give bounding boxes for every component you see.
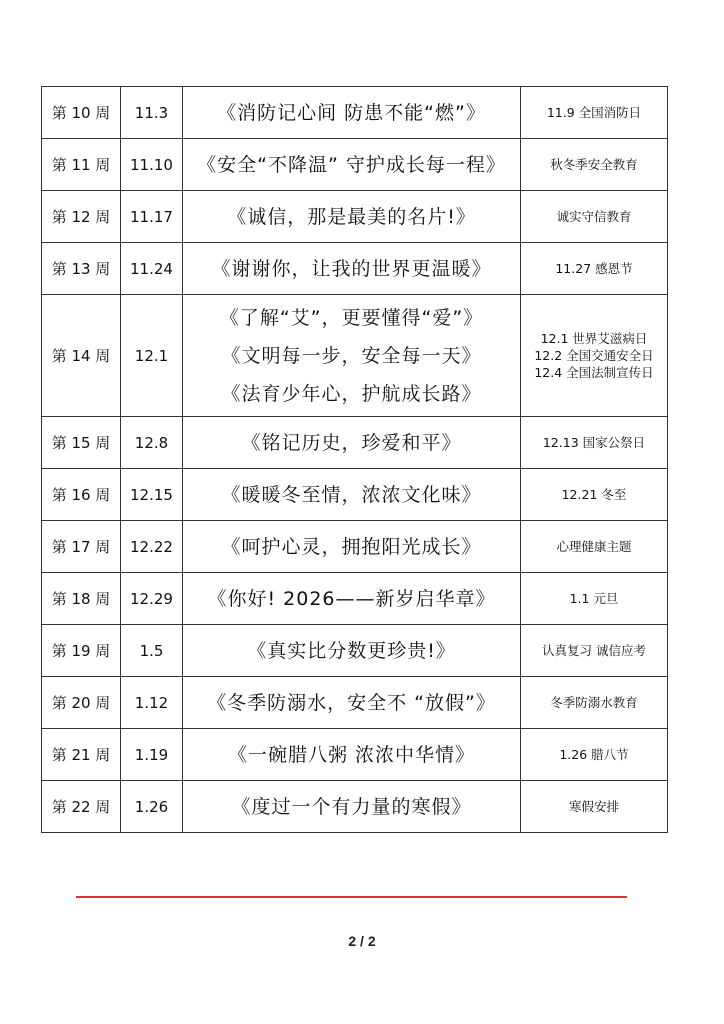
topic-text: 《冬季防溺水，安全不 “放假”》 (207, 691, 496, 714)
topic-text: 《你好! 2026——新岁启华章》 (207, 587, 496, 610)
table-row (42, 295, 668, 417)
topic-cell (183, 191, 521, 243)
note-text: 12.2 全国交通安全日 (534, 348, 654, 363)
topic-text: 《文明每一步，安全每一天》 (221, 344, 482, 367)
week-cell: 第 16 周 (42, 469, 121, 521)
note-text: 诚实守信教育 (556, 209, 632, 224)
week-cell: 第 22 周 (42, 781, 121, 833)
note-cell (521, 87, 668, 139)
date-cell: 12.22 (121, 521, 183, 573)
topic-text: 《消防记心间 防患不能“燃”》 (217, 101, 486, 124)
week-cell: 第 11 周 (42, 139, 121, 191)
topic-text: 《真实比分数更珍贵!》 (247, 639, 456, 662)
footer-divider (76, 896, 627, 898)
schedule-table-body (42, 87, 668, 833)
note-cell (521, 677, 668, 729)
note-text: 12.1 世界艾滋病日 (540, 331, 648, 346)
note-text: 12.13 国家公祭日 (542, 435, 646, 450)
note-cell (521, 729, 668, 781)
date-cell: 12.29 (121, 573, 183, 625)
note-text: 12.4 全国法制宣传日 (534, 365, 654, 380)
week-cell: 第 13 周 (42, 243, 121, 295)
topic-cell (183, 625, 521, 677)
week-cell: 第 20 周 (42, 677, 121, 729)
note-text: 冬季防溺水教育 (550, 695, 638, 710)
date-cell: 11.17 (121, 191, 183, 243)
date-cell: 11.3 (121, 87, 183, 139)
table-row (42, 243, 668, 295)
week-cell: 第 10 周 (42, 87, 121, 139)
week-cell: 第 12 周 (42, 191, 121, 243)
table-row (42, 573, 668, 625)
week-cell: 第 18 周 (42, 573, 121, 625)
topic-cell (183, 677, 521, 729)
date-cell: 1.26 (121, 781, 183, 833)
date-cell: 1.12 (121, 677, 183, 729)
note-text: 11.9 全国消防日 (546, 105, 642, 120)
week-cell: 第 21 周 (42, 729, 121, 781)
week-cell: 第 15 周 (42, 417, 121, 469)
date-cell: 12.15 (121, 469, 183, 521)
topic-cell (183, 729, 521, 781)
topic-text: 《呵护心灵，拥抱阳光成长》 (221, 535, 482, 558)
topic-text: 《了解“艾”，更要懂得“爱”》 (219, 306, 484, 329)
topic-cell (183, 573, 521, 625)
topic-cell (183, 521, 521, 573)
note-text: 1.1 元旦 (569, 591, 619, 606)
topic-text: 《铭记历史，珍爱和平》 (241, 431, 462, 454)
date-cell: 11.10 (121, 139, 183, 191)
table-row (42, 521, 668, 573)
note-text: 寒假安排 (568, 799, 619, 814)
date-cell: 1.5 (121, 625, 183, 677)
note-text: 秋冬季安全教育 (550, 157, 638, 172)
topic-text: 《诚信，那是最美的名片!》 (227, 205, 476, 228)
note-text: 1.26 腊八节 (559, 747, 629, 762)
note-cell (521, 139, 668, 191)
note-text: 11.27 感恩节 (555, 261, 633, 276)
topic-cell (183, 243, 521, 295)
page-number: 2 / 2 (348, 933, 376, 949)
topic-text: 《一碗腊八粥 浓浓中华情》 (227, 743, 476, 766)
topic-text: 《谢谢你，让我的世界更温暖》 (211, 257, 492, 280)
topic-text: 《度过一个有力量的寒假》 (231, 795, 472, 818)
date-cell: 12.8 (121, 417, 183, 469)
week-cell: 第 19 周 (42, 625, 121, 677)
table-row (42, 625, 668, 677)
topic-cell (183, 87, 521, 139)
topic-text: 《暖暖冬至情，浓浓文化味》 (221, 483, 482, 506)
schedule-table (41, 86, 668, 833)
topic-cell (183, 469, 521, 521)
table-row (42, 191, 668, 243)
note-cell (521, 521, 668, 573)
table-row (42, 677, 668, 729)
note-cell (521, 469, 668, 521)
table-row (42, 87, 668, 139)
date-cell: 12.1 (121, 295, 183, 417)
topic-text: 《安全“不降温” 守护成长每一程》 (197, 153, 506, 176)
topic-text: 《法育少年心，护航成长路》 (221, 382, 482, 405)
table-row (42, 781, 668, 833)
note-cell (521, 573, 668, 625)
table-row (42, 729, 668, 781)
table-row (42, 139, 668, 191)
topic-cell (183, 781, 521, 833)
topic-cell (183, 417, 521, 469)
note-cell (521, 781, 668, 833)
note-cell (521, 243, 668, 295)
table-row (42, 469, 668, 521)
note-text: 12.21 冬至 (561, 487, 627, 502)
note-cell (521, 295, 668, 417)
week-cell: 第 17 周 (42, 521, 121, 573)
table-row (42, 417, 668, 469)
date-cell: 1.19 (121, 729, 183, 781)
topic-cell (183, 139, 521, 191)
week-cell: 第 14 周 (42, 295, 121, 417)
note-text: 心理健康主题 (556, 539, 632, 554)
note-text: 认真复习 诚信应考 (542, 643, 646, 658)
note-cell (521, 191, 668, 243)
note-cell (521, 417, 668, 469)
topic-cell (183, 295, 521, 417)
date-cell: 11.24 (121, 243, 183, 295)
note-cell (521, 625, 668, 677)
